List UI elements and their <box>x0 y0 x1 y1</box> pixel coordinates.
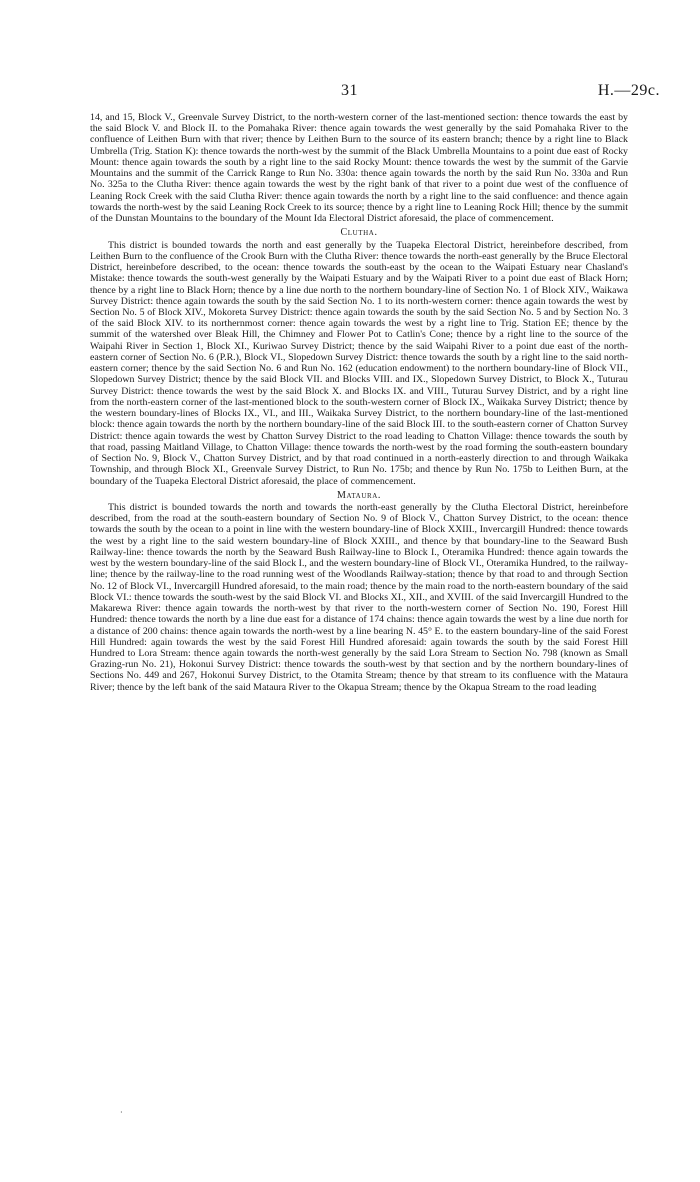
section-clutha <box>90 227 628 486</box>
document-reference: H.—29c. <box>597 82 660 99</box>
section-title-mataura: Mataura. <box>336 489 382 501</box>
page-body <box>90 112 628 693</box>
continuation-paragraph: 14, and 15, Block V., Greenvale Survey District, to the north-western corner of the last-mentioned section: thence towards the east by the said Block V. and Block II. to the Pomahaka River: thence again towards the west generally by the said Pomahaka River to the confluence of Leithen Burn with that river; thence by Leithen Burn to the source of its eastern branch; thence by a right line to Black Umbrella (Trig. Station K): thence towards the north-west by the summit of the Black Umbrella Mountains to a point due east of Rocky Mount: thence again towards the south by a right line to the said Rocky Mount: thence towards the west by the summit of the Garvie Mountains and the summit of the Carrick Range to Run No. 330a: thence again towards the north by the said Run No. 330a and Run No. 325a to the Clutha River: thence again towards the west by the right bank of that river to a point due west of the confluence of Leaning Rock Creek with the said Clutha River: thence again towards the north by a right line to the said confluence: and thence again towards the north-west by the said Leaning Rock Creek to its source; thence by a right line to Leaning Rock Hill; thence by the summit of the Dunstan Mountains to the boundary of the Mount Ida Electoral District aforesaid, the place of commencement. <box>90 112 628 225</box>
section-paragraph-mataura: This district is bounded towards the north and towards the north-east generally by the Clutha Electoral District, hereinbefore described, from the road at the south-eastern boundary of Section No. 9 of Block V., Chatton Survey District, to the ocean: thence towards the south by the ocean to a point in line with the western boundary-line of Block XXIII., Invercargill Hundred: thence towards the west by a right line to the said western boundary-line of Block XXIII., and thence by that boundary-line to the Seaward Bush Railway-line: thence towards the north by the Seaward Bush Railway-line to Block I., Oteramika Hundred: thence again towards the west by the western boundary-line of the said Block I., and the western boundary-line of Block VI., Oteramika Hundred, to the railway-line; thence by the railway-line to the road running west of the Woodlands Railway-station; thence by that road to and through Section No. 12 of Block VI., Invercargill Hundred aforesaid, to the main road; thence by the main road to the north-eastern boundary of the said Block VI.: thence towards the south-west by the said Block VI. and Blocks XI., XII., and XVIII. of the said Invercargill Hundred to the Makarewa River: thence again towards the north-west by that river to the north-western corner of Section No. 190, Forest Hill Hundred: thence towards the north by a line due east for a distance of 174 chains: thence again towards the west by a line due north for a distance of 200 chains: thence again towards the north-west by a line bearing N. 45° E. to the eastern boundary-line of the said Forest Hill Hundred: again towards the west by the said Forest Hill Hundred aforesaid: again towards the south by the said Forest Hill Hundred to Lora Stream: thence again towards the north-west generally by the said Lora Stream to Section No. 798 (known as Small Grazing-run No. 21), Hokonui Survey District: thence towards the south-west by that section and by the northern boundary-lines of Sections No. 449 and 267, Hokonui Survey District, to the Otamita Stream; thence by that stream to its confluence with the Mataura River; thence by the left bank of the said Mataura River to the Okapua Stream; thence by the Okapua Stream to the road leading <box>90 501 628 693</box>
section-paragraph-clutha: This district is bounded towards the north and east generally by the Tuapeka Electoral District, hereinbefore described, from Leithen Burn to the confluence of the Crook Burn with the Clutha River: thence towards the north-east generally by the Bruce Electoral District, hereinbefore described, to the ocean: thence towards the south-east by the ocean to the Waipati Estuary near Chasland's Mistake: thence towards the south-west generally by the Waipati Estuary and by the Waipati River to a point due east of Black Horn; thence by a right line to Black Horn; thence by a line due north to the northern boundary-line of Section No. 1 of Block XIV., Waikawa Survey District: thence again towards the south by the said Section No. 1 to its north-western corner: thence again towards the west by Section No. 5 of Block XIV., Mokoreta Survey District: thence again towards the south by the said Section No. 5 and by Section No. 3 of the said Block XIV. to its northernmost corner: thence again towards the west by a right line to Trig. Station EE; thence by the summit of the watershed over Bleak Hill, the Chimney and Flower Pot to Catlin's Cone; thence by a right line to the source of the Waipahi River in Section 1, Block XI., Kuriwao Survey District; thence by the said Waipahi River to a point due east of the north-eastern corner of Section No. 6 (P.R.), Block VI., Slopedown Survey District: thence towards the south by a right line to the said north-eastern corner; thence by the said Section No. 6 and Run No. 162 (education endowment) to the northern boundary-line of Block VII., Slopedown Survey District; thence by the said Block VII. and Blocks VIII. and IX., Slopedown Survey District, to Block X., Tuturau Survey District: thence towards the west by the said Block X. and Blocks IX. and VIII., Tuturau Survey District, and by a right line from the north-eastern corner of the last-mentioned block to the south-western corner of Block IX., Waikaka Survey District; thence by the western boundary-lines of Blocks IX., VI., and III., Waikaka Survey District, to the northern boundary-line of the last-mentioned block: thence again towards the north by the northern boundary-line of the said Block III. to the south-eastern corner of Chatton Survey District: thence again towards the west by Chatton Survey District to the road leading to Chatton Village: thence towards the south by that road, passing Maitland Village, to Chatton Village: thence towards the north-west by the road forming the south-eastern boundary of Section No. 9, Block V., Chatton Survey District, and by that road continued in a north-easterly direction to and through Waikaka Township, and through Block XI., Greenvale Survey District, to Run No. 175b; and thence by Run No. 175b to Leithen Burn, at the boundary of the Tuapeka Electoral District aforesaid, the place of commencement. <box>90 239 628 487</box>
page-number: 31 <box>341 82 358 99</box>
section-title-clutha: Clutha. <box>340 227 378 239</box>
margin-mark: · <box>120 1108 123 1117</box>
page-header <box>0 82 700 102</box>
section-mataura <box>90 490 628 693</box>
